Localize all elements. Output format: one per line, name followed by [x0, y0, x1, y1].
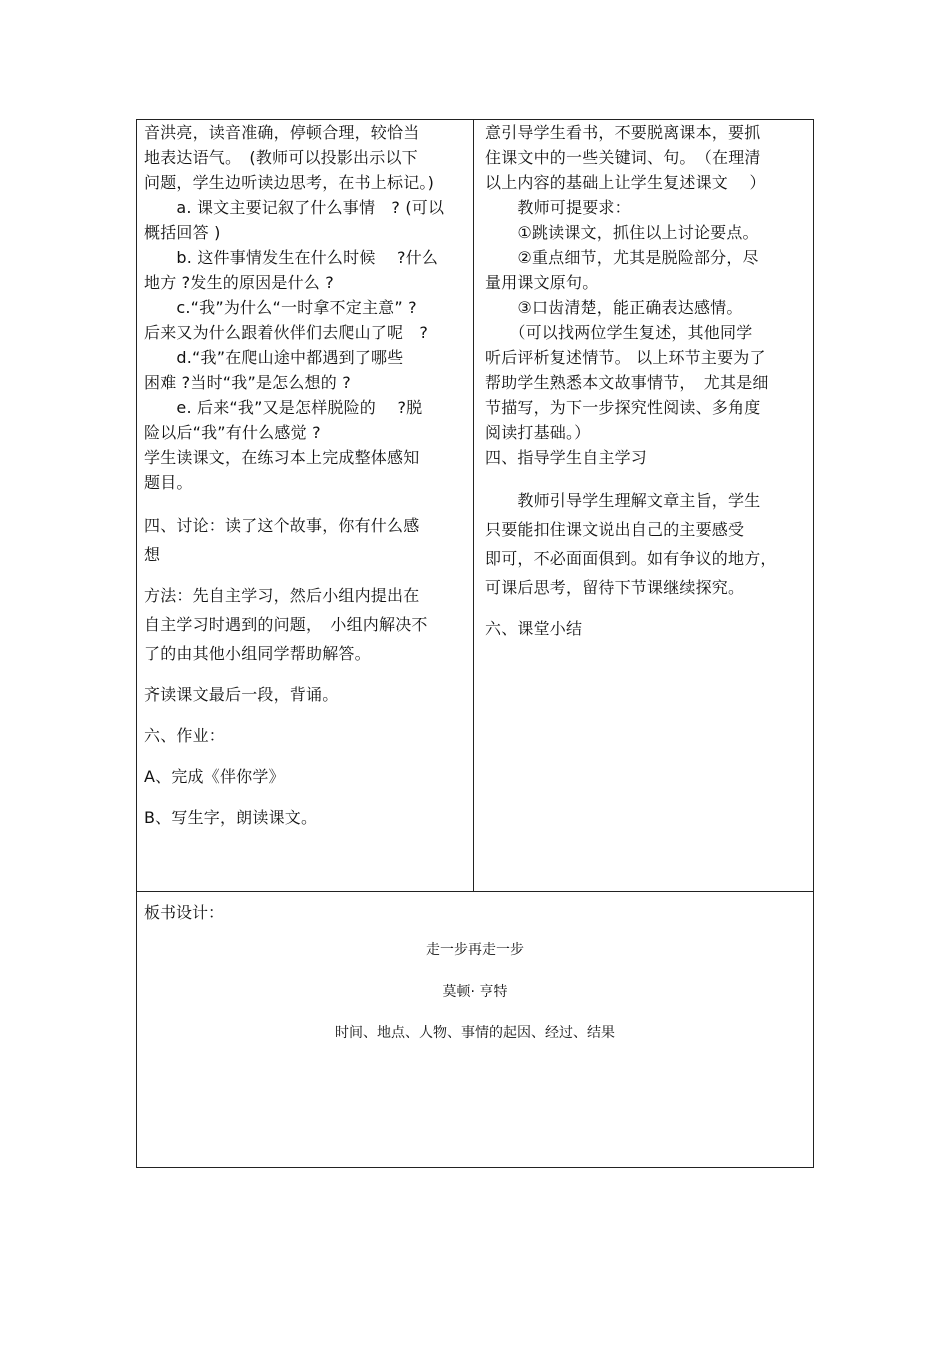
discussion-block	[144, 511, 467, 569]
text-line: ③口齿清楚，能正确表达感情。	[485, 298, 743, 317]
text-line: （可以找两位学生复述，其他同学	[485, 323, 753, 342]
text-line: 帮助学生熟悉本文故事情节， 尤其是细	[485, 373, 769, 392]
text-line: 教师可提要求：	[485, 198, 631, 217]
method-line: 自主学习时遇到的问题， 小组内解决不	[144, 615, 428, 634]
text-line: 音洪亮，读音准确，停顿合理，较恰当	[144, 123, 420, 142]
board-design-row	[137, 892, 813, 1167]
text-line: 意引导学生看书，不要脱离课本，要抓	[485, 123, 761, 142]
text-line: 以上内容的基础上让学生复述课文 ）	[485, 173, 766, 192]
text-line: 困难 ?当时“我”是怎么想的 ?	[144, 373, 351, 392]
text-line: 阅读打基础。）	[485, 423, 591, 442]
homework-item-b: B、写生字，朗读课文。	[144, 808, 318, 827]
text-line: 概括回答 )	[144, 223, 221, 242]
text-line: 题目。	[144, 473, 193, 492]
text-line: 节描写，为下一步探究性阅读、多角度	[485, 398, 761, 417]
text-line: 住课文中的一些关键词、句。 （在理清	[485, 148, 761, 167]
homework-title: 六、作业：	[144, 726, 226, 745]
left-column	[137, 120, 474, 891]
text-line: 量用课文原句。	[485, 273, 599, 292]
method-line: 了的由其他小组同学帮助解答。	[144, 644, 371, 663]
discussion-line: 四、讨论：读了这个故事，你有什么感	[144, 516, 420, 535]
content-row	[137, 120, 813, 892]
text-line: 听后评析复述情节。 以上环节主要为了	[485, 348, 766, 367]
recite-line: 齐读课文最后一段，背诵。	[144, 685, 339, 704]
guide-line: 可课后思考，留待下节课继续探究。	[485, 578, 745, 597]
guide-line: 即可，不必面面俱到。如有争议的地方，	[485, 549, 777, 568]
text-line: 学生读课文，在练习本上完成整体感知	[144, 448, 420, 467]
board-author: 莫顿· 亨特	[442, 984, 508, 1000]
text-line: d.“我”在爬山途中都遇到了哪些	[144, 348, 404, 367]
guide-block	[485, 486, 805, 602]
method-line: 方法：先自主学习，然后小组内提出在	[144, 586, 420, 605]
text-line: a. 课文主要记叙了什么事情 ? (可以	[144, 198, 445, 217]
text-line: 后来又为什么跟着伙伴们去爬山了呢 ?	[144, 323, 429, 342]
board-design-label: 板书设计：	[144, 903, 225, 922]
summary-heading: 六、课堂小结	[485, 619, 583, 638]
right-text-block	[485, 120, 805, 470]
homework-item-a: A、完成《伴你学》	[144, 767, 285, 786]
board-elements: 时间、地点、人物、事情的起因、经过、结果	[335, 1025, 615, 1041]
lesson-plan-table	[136, 119, 814, 1168]
right-column	[475, 120, 813, 891]
discussion-line: 想	[144, 545, 161, 564]
text-line: e. 后来“我”又是怎样脱险的 ?脱	[144, 398, 423, 417]
guide-line: 只要能扣住课文说出自己的主要感受	[485, 520, 745, 539]
text-line: 地方 ?发生的原因是什么 ?	[144, 273, 334, 292]
text-line: ②重点细节，尤其是脱险部分，尽	[485, 248, 759, 267]
text-line: 问题，学生边听读边思考，在书上标记。)	[144, 173, 435, 192]
board-title: 走一步再走一步	[426, 942, 524, 958]
text-line: c.“我”为什么“一时拿不定主意” ?	[144, 298, 417, 317]
left-text-block	[144, 120, 467, 495]
text-line: b. 这件事情发生在什么时候 ?什么	[144, 248, 439, 267]
method-block	[144, 581, 467, 668]
text-line: 地表达语气。 (教师可以投影出示以下	[144, 148, 418, 167]
text-line: 四、指导学生自主学习	[485, 448, 648, 467]
text-line: 险以后“我”有什么感觉 ?	[144, 423, 321, 442]
guide-line: 教师引导学生理解文章主旨，学生	[485, 491, 761, 510]
text-line: ①跳读课文，抓住以上讨论要点。	[485, 223, 759, 242]
